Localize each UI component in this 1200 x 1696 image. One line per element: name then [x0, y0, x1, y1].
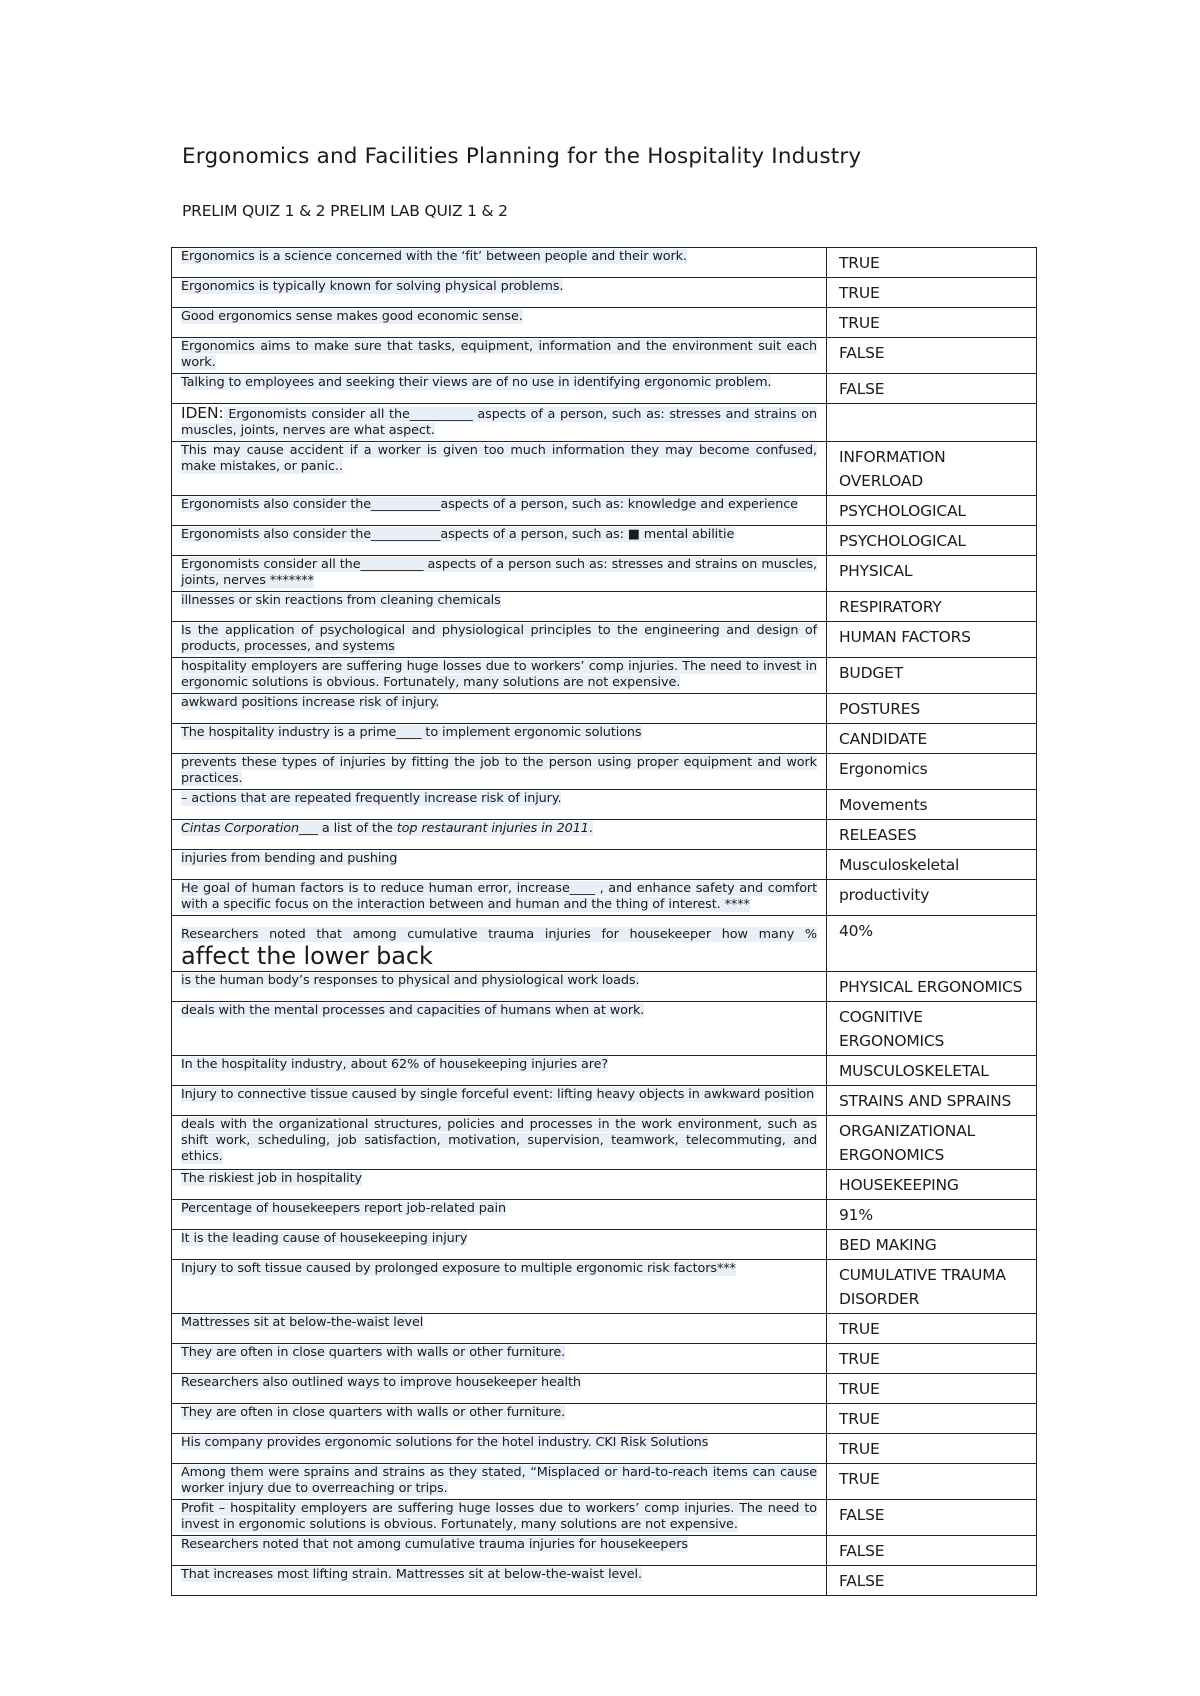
- table-row: [172, 790, 1037, 820]
- table-row: [172, 1260, 1037, 1314]
- answer-cell: Musculoskeletal: [827, 850, 1037, 880]
- question-cell: Injury to connective tissue caused by single forceful event: lifting heavy objects in awkward position: [172, 1086, 827, 1116]
- table-row: [172, 972, 1037, 1002]
- table-row: [172, 404, 1037, 442]
- table-row: [172, 592, 1037, 622]
- question-cell: They are often in close quarters with walls or other furniture.: [172, 1344, 827, 1374]
- question-cell: Ergonomists consider all the__________ aspects of a person such as: stresses and strains on muscles, joints, nerves *******: [172, 556, 827, 592]
- answer-cell: POSTURES: [827, 694, 1037, 724]
- question-cell: Researchers noted that not among cumulative trauma injuries for housekeepers: [172, 1536, 827, 1566]
- table-row: [172, 1086, 1037, 1116]
- table-row: [172, 1002, 1037, 1056]
- answer-cell: Movements: [827, 790, 1037, 820]
- table-row: [172, 1404, 1037, 1434]
- table-row: [172, 1230, 1037, 1260]
- table-row: [172, 442, 1037, 496]
- answer-cell: FALSE: [827, 1500, 1037, 1536]
- table-row: [172, 754, 1037, 790]
- table-row: [172, 880, 1037, 916]
- table-row: [172, 338, 1037, 374]
- page-title: Ergonomics and Facilities Planning for the Hospitality Industry: [182, 144, 862, 169]
- answer-cell: RELEASES: [827, 820, 1037, 850]
- answer-cell: CUMULATIVE TRAUMA DISORDER: [827, 1260, 1037, 1314]
- question-cell: Ergonomics is a science concerned with the ‘fit’ between people and their work.: [172, 248, 827, 278]
- question-cell: The hospitality industry is a prime____ to implement ergonomic solutions: [172, 724, 827, 754]
- company-name: Cintas Corporation: [181, 821, 299, 836]
- answer-cell: COGNITIVE ERGONOMICS: [827, 1002, 1037, 1056]
- question-cell: They are often in close quarters with walls or other furniture.: [172, 1404, 827, 1434]
- question-cell: Ergonomics aims to make sure that tasks, equipment, information and the environment suit each work.: [172, 338, 827, 374]
- question-cell: Ergonomics is typically known for solving physical problems.: [172, 278, 827, 308]
- question-cell: Talking to employees and seeking their views are of no use in identifying ergonomic problem.: [172, 374, 827, 404]
- question-cell: injuries from bending and pushing: [172, 850, 827, 880]
- answer-cell: Ergonomics: [827, 754, 1037, 790]
- table-row: [172, 850, 1037, 880]
- answer-cell: INFORMATION OVERLOAD: [827, 442, 1037, 496]
- question-cell: The riskiest job in hospitality: [172, 1170, 827, 1200]
- table-row: [172, 1314, 1037, 1344]
- answer-cell: PHYSICAL: [827, 556, 1037, 592]
- question-cell: Good ergonomics sense makes good economic sense.: [172, 308, 827, 338]
- table-row: [172, 694, 1037, 724]
- quiz-table: [171, 247, 1037, 1596]
- table-row: [172, 308, 1037, 338]
- table-row: [172, 1536, 1037, 1566]
- question-cell: Cintas Corporation___ a list of the top restaurant injuries in 2011.: [172, 820, 827, 850]
- table-row: [172, 622, 1037, 658]
- question-cell: Is the application of psychological and physiological principles to the engineering and design of products, processes, and systems: [172, 622, 827, 658]
- question-cell: Percentage of housekeepers report job-related pain: [172, 1200, 827, 1230]
- question-cell: prevents these types of injuries by fitting the job to the person using proper equipment and work practices.: [172, 754, 827, 790]
- table-row: [172, 1116, 1037, 1170]
- answer-cell: FALSE: [827, 1566, 1037, 1596]
- answer-cell: TRUE: [827, 1374, 1037, 1404]
- report-title: top restaurant injuries in 2011: [396, 821, 589, 836]
- question-cell: Ergonomists also consider the___________aspects of a person, such as: ■ mental abilitie: [172, 526, 827, 556]
- answer-cell: TRUE: [827, 1434, 1037, 1464]
- question-cell: Researchers also outlined ways to improve housekeeper health: [172, 1374, 827, 1404]
- question-cell: His company provides ergonomic solutions for the hotel industry. CKI Risk Solutions: [172, 1434, 827, 1464]
- question-cell: Ergonomists also consider the___________aspects of a person, such as: knowledge and experience: [172, 496, 827, 526]
- answer-cell: TRUE: [827, 278, 1037, 308]
- answer-cell: FALSE: [827, 374, 1037, 404]
- answer-cell: TRUE: [827, 248, 1037, 278]
- question-cell: – actions that are repeated frequently increase risk of injury.: [172, 790, 827, 820]
- emphasis-text: affect the lower back: [181, 942, 433, 970]
- table-row: [172, 1200, 1037, 1230]
- question-cell: It is the leading cause of housekeeping injury: [172, 1230, 827, 1260]
- question-cell: Profit – hospitality employers are suffering huge losses due to workers’ comp injuries. The need to invest in ergonomic solutions is obvious. Fortunately, many solutions are not expensive.: [172, 1500, 827, 1536]
- answer-cell: MUSCULOSKELETAL: [827, 1056, 1037, 1086]
- answer-cell: TRUE: [827, 1464, 1037, 1500]
- table-row: [172, 1566, 1037, 1596]
- answer-cell: PSYCHOLOGICAL: [827, 526, 1037, 556]
- question-cell: This may cause accident if a worker is given too much information they may become confused, make mistakes, or panic..: [172, 442, 827, 496]
- answer-cell: HUMAN FACTORS: [827, 622, 1037, 658]
- table-row: [172, 1374, 1037, 1404]
- answer-cell: [827, 404, 1037, 442]
- answer-cell: STRAINS AND SPRAINS: [827, 1086, 1037, 1116]
- question-cell: Researchers noted that among cumulative trauma injuries for housekeeper how many % affect the lower back: [172, 916, 827, 972]
- table-row: [172, 248, 1037, 278]
- table-row: [172, 916, 1037, 972]
- question-cell: In the hospitality industry, about 62% of housekeeping injuries are?: [172, 1056, 827, 1086]
- table-row: [172, 1500, 1037, 1536]
- answer-cell: 40%: [827, 916, 1037, 972]
- question-cell: Mattresses sit at below-the-waist level: [172, 1314, 827, 1344]
- answer-cell: CANDIDATE: [827, 724, 1037, 754]
- answer-cell: 91%: [827, 1200, 1037, 1230]
- iden-label: IDEN:: [181, 404, 224, 422]
- answer-cell: RESPIRATORY: [827, 592, 1037, 622]
- answer-cell: BUDGET: [827, 658, 1037, 694]
- question-cell: IDEN: Ergonomists consider all the__________ aspects of a person, such as: stresses and strains on muscles, joints, nerves are what aspect.: [172, 404, 827, 442]
- table-row: [172, 496, 1037, 526]
- answer-cell: ORGANIZATIONAL ERGONOMICS: [827, 1116, 1037, 1170]
- table-row: [172, 1056, 1037, 1086]
- page-subtitle: PRELIM QUIZ 1 & 2 PRELIM LAB QUIZ 1 & 2: [182, 202, 508, 220]
- answer-cell: TRUE: [827, 1344, 1037, 1374]
- answer-cell: TRUE: [827, 1404, 1037, 1434]
- question-cell: illnesses or skin reactions from cleaning chemicals: [172, 592, 827, 622]
- question-cell: awkward positions increase risk of injury.: [172, 694, 827, 724]
- table-row: [172, 526, 1037, 556]
- table-row: [172, 278, 1037, 308]
- answer-cell: FALSE: [827, 338, 1037, 374]
- table-row: [172, 1344, 1037, 1374]
- table-row: [172, 658, 1037, 694]
- table-row: [172, 1434, 1037, 1464]
- table-row: [172, 1170, 1037, 1200]
- answer-cell: BED MAKING: [827, 1230, 1037, 1260]
- question-cell: He goal of human factors is to reduce human error, increase____ , and enhance safety and comfort with a specific focus on the interaction between and human and the thing of interest. ****: [172, 880, 827, 916]
- answer-cell: TRUE: [827, 1314, 1037, 1344]
- question-cell: hospitality employers are suffering huge losses due to workers’ comp injuries. The need to invest in ergonomic solutions is obvious. Fortunately, many solutions are not expensive.: [172, 658, 827, 694]
- question-cell: is the human body’s responses to physical and physiological work loads.: [172, 972, 827, 1002]
- question-cell: deals with the organizational structures, policies and processes in the work environment, such as shift work, scheduling, job satisfaction, motivation, supervision, teamwork, telecommuting, and ethics.: [172, 1116, 827, 1170]
- table-row: [172, 820, 1037, 850]
- table-row: [172, 374, 1037, 404]
- answer-cell: HOUSEKEEPING: [827, 1170, 1037, 1200]
- answer-cell: PSYCHOLOGICAL: [827, 496, 1037, 526]
- answer-cell: TRUE: [827, 308, 1037, 338]
- question-cell: That increases most lifting strain. Mattresses sit at below-the-waist level.: [172, 1566, 827, 1596]
- table-row: [172, 556, 1037, 592]
- table-row: [172, 1464, 1037, 1500]
- question-cell: Among them were sprains and strains as they stated, “Misplaced or hard-to-reach items can cause worker injury due to overreaching or trips.: [172, 1464, 827, 1500]
- answer-cell: productivity: [827, 880, 1037, 916]
- question-cell: Injury to soft tissue caused by prolonged exposure to multiple ergonomic risk factors***: [172, 1260, 827, 1314]
- answer-cell: PHYSICAL ERGONOMICS: [827, 972, 1037, 1002]
- question-cell: deals with the mental processes and capacities of humans when at work.: [172, 1002, 827, 1056]
- table-row: [172, 724, 1037, 754]
- answer-cell: FALSE: [827, 1536, 1037, 1566]
